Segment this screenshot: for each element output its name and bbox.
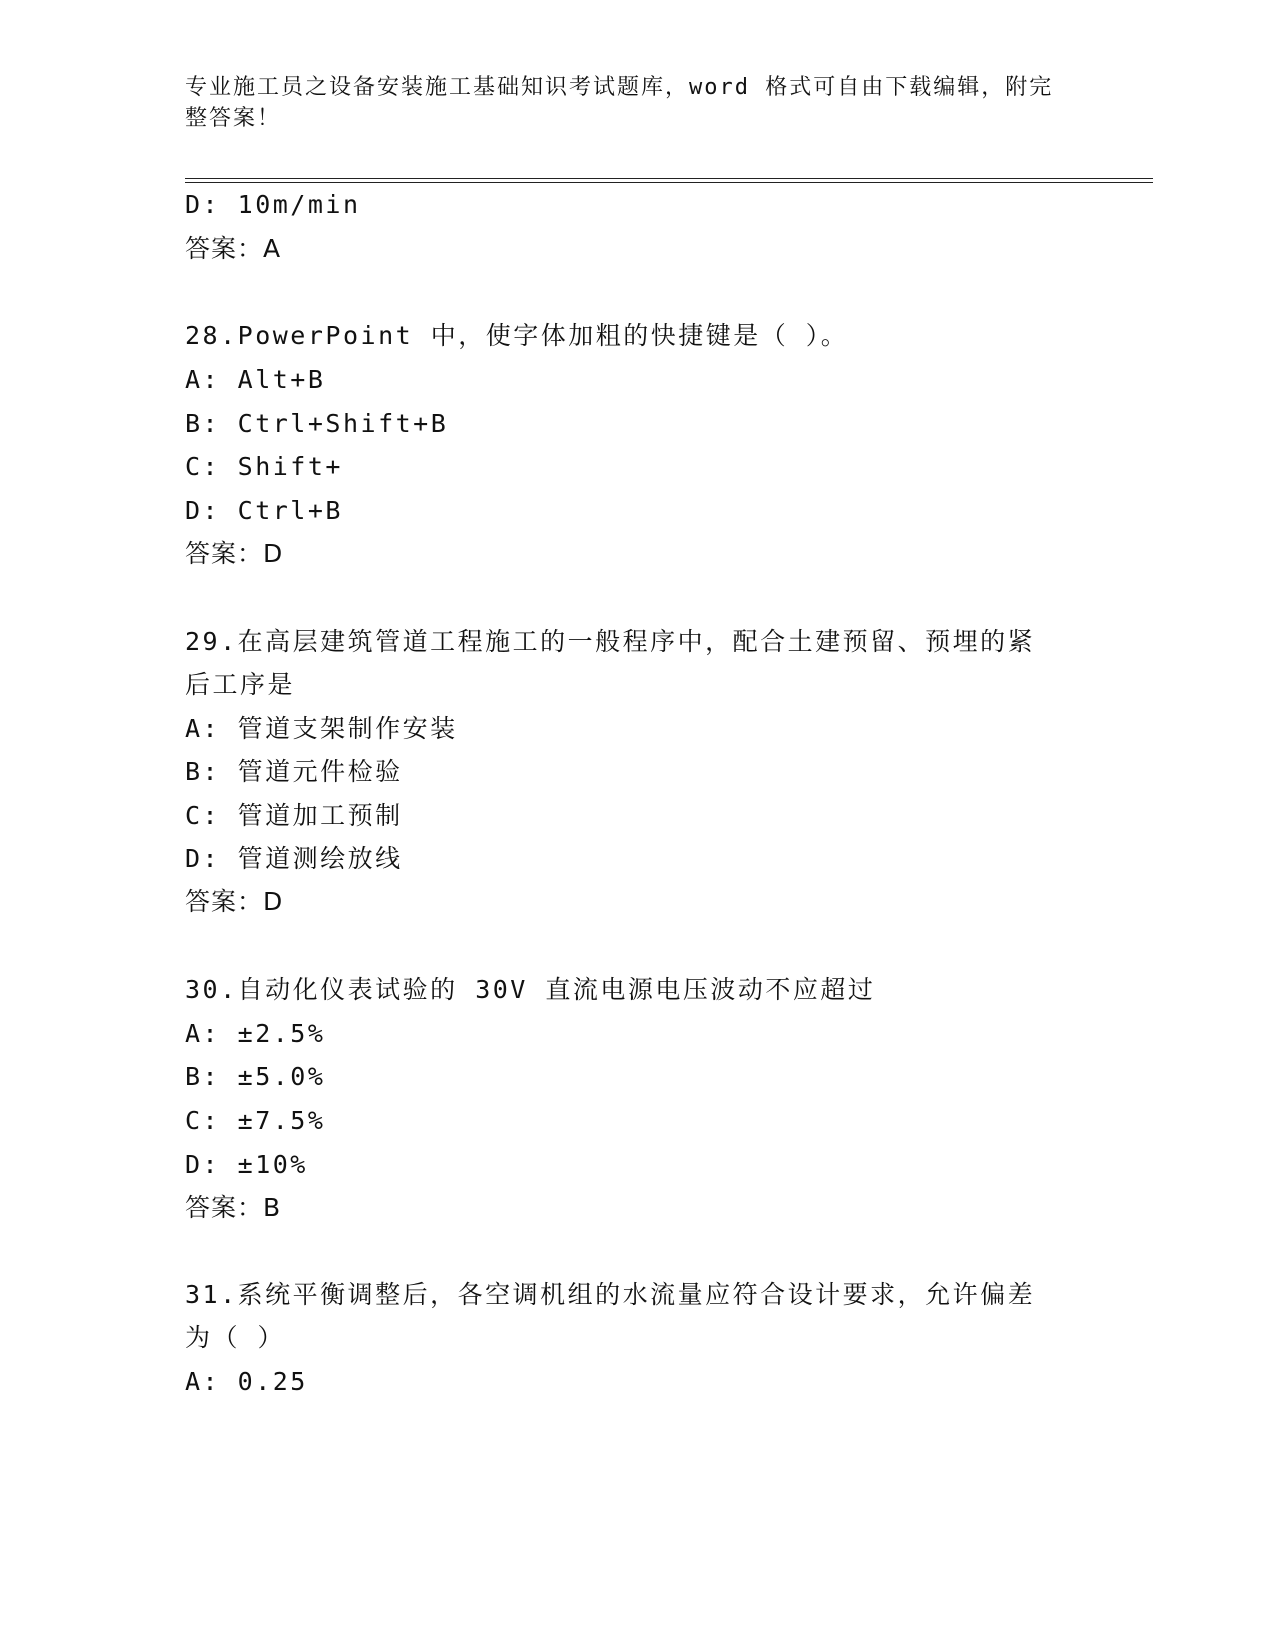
header-title-line-1: 专业施工员之设备安装施工基础知识考试题库，word 格式可自由下载编辑，附完 xyxy=(185,75,1054,100)
question-29-text-line-2: 后工序是 xyxy=(185,670,296,699)
question-28-option-c: C: Shift+ xyxy=(185,452,343,481)
question-30-option-b: B: ±5.0% xyxy=(185,1062,326,1091)
question-30-answer: 答案：B xyxy=(185,1193,282,1222)
question-28-option-d: D: Ctrl+B xyxy=(185,496,343,525)
question-30-option-c: C: ±7.5% xyxy=(185,1106,326,1135)
question-31-text-line-1: 31.系统平衡调整后，各空调机组的水流量应符合设计要求，允许偏差 xyxy=(185,1280,1036,1309)
question-29-text-line-1: 29.在高层建筑管道工程施工的一般程序中，配合土建预留、预埋的紧 xyxy=(185,627,1036,656)
prev-option-d: D: 10m/min xyxy=(185,190,361,219)
question-29-option-a: A: 管道支架制作安装 xyxy=(185,714,458,743)
header-divider-bottom xyxy=(185,182,1153,183)
question-29-option-b: B: 管道元件检验 xyxy=(185,757,403,786)
header-title-line-2: 整答案！ xyxy=(185,106,282,131)
question-29-option-d: D: 管道测绘放线 xyxy=(185,844,403,873)
header-divider-top xyxy=(185,178,1153,179)
question-30-option-a: A: ±2.5% xyxy=(185,1019,326,1048)
prev-answer: 答案：A xyxy=(185,234,282,263)
question-31-text-line-2: 为（ ） xyxy=(185,1323,286,1352)
question-31-option-a: A: 0.25 xyxy=(185,1367,308,1396)
question-28-option-b: B: Ctrl+Shift+B xyxy=(185,409,449,438)
question-30-text: 30.自动化仪表试验的 30V 直流电源电压波动不应超过 xyxy=(185,975,876,1004)
document-header xyxy=(185,72,1065,134)
question-28-answer: 答案：D xyxy=(185,539,284,568)
question-28-text: 28.PowerPoint 中，使字体加粗的快捷键是（ ）。 xyxy=(185,321,849,350)
question-30-option-d: D: ±10% xyxy=(185,1150,308,1179)
question-29-option-c: C: 管道加工预制 xyxy=(185,801,403,830)
question-29-answer: 答案：D xyxy=(185,887,284,916)
question-28-option-a: A: Alt+B xyxy=(185,365,326,394)
